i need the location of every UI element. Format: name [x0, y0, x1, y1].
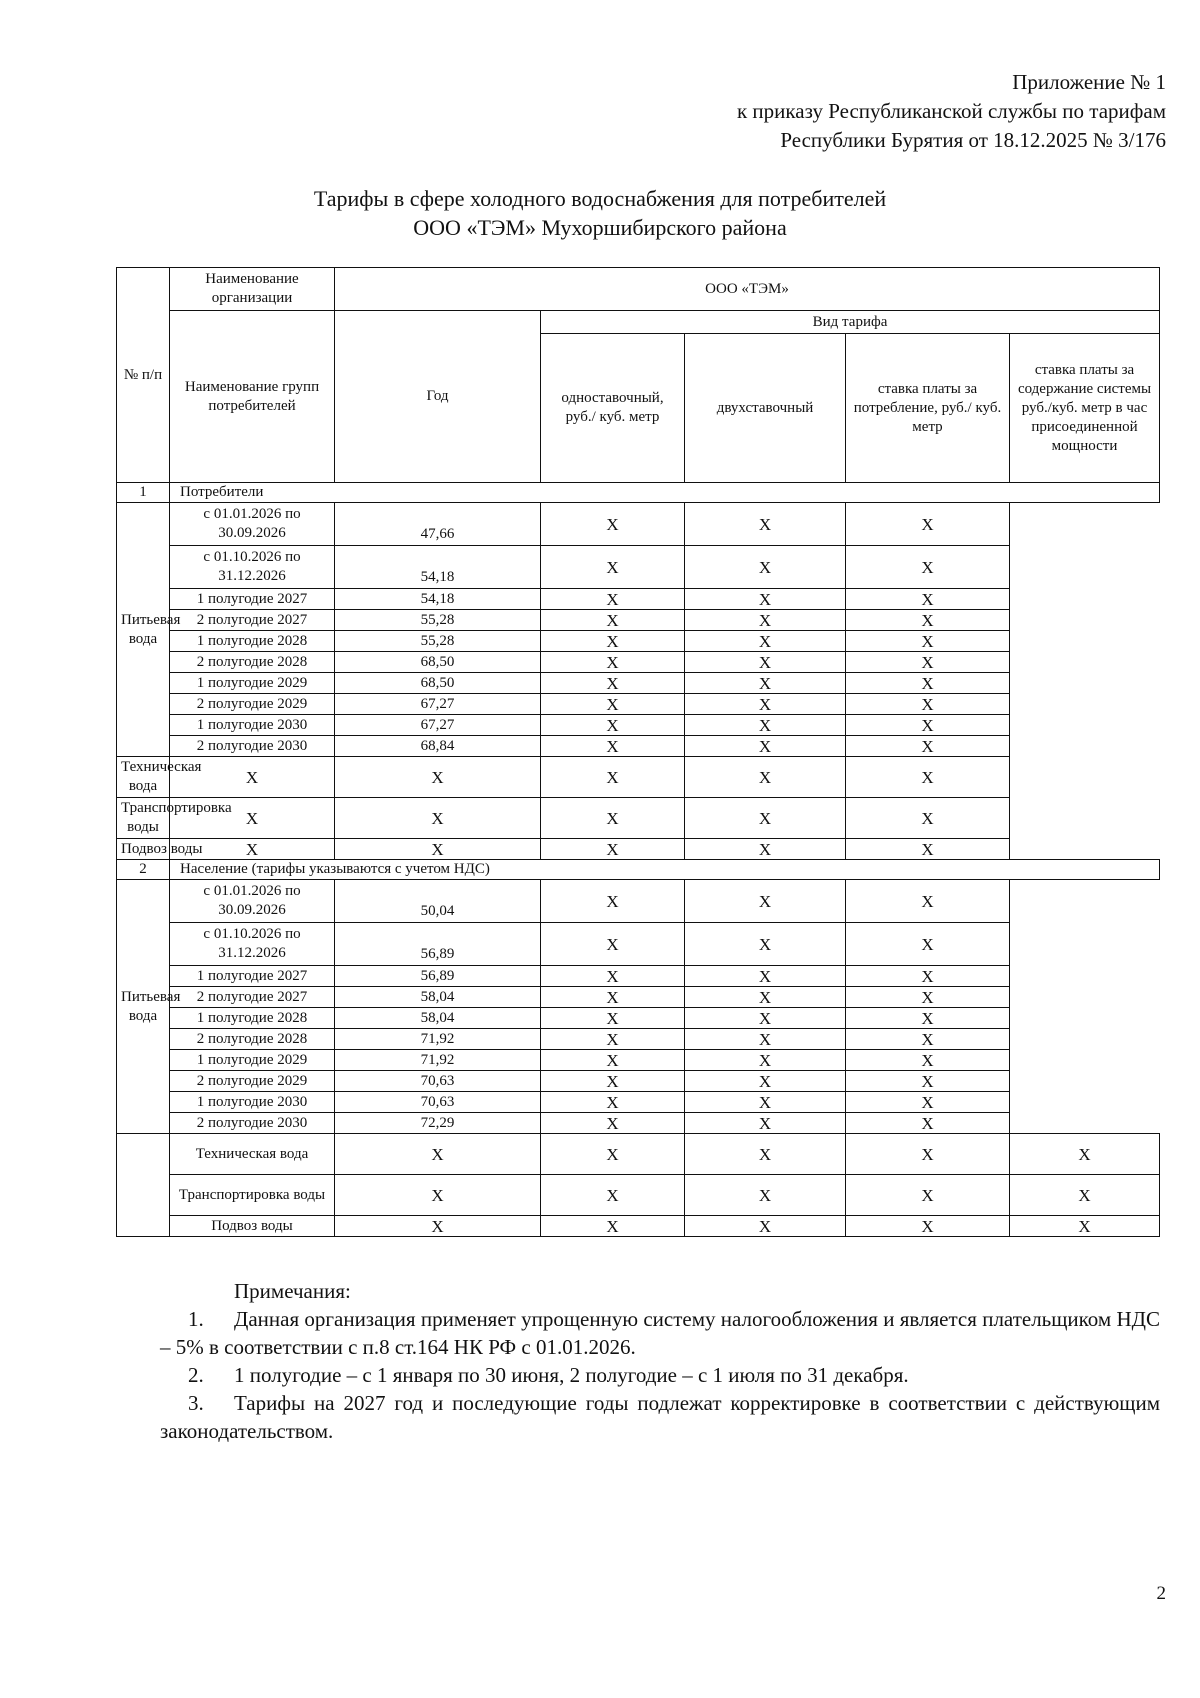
x-mark: X	[685, 589, 846, 610]
period-cell: 2 полугодие 2029	[170, 694, 335, 715]
x-mark: X	[541, 1008, 685, 1029]
water-transport-label: Транспортировка воды	[117, 798, 170, 839]
appendix-line-1: Приложение № 1	[1012, 70, 1166, 94]
note-number: 2.	[188, 1363, 204, 1387]
note-item	[160, 1389, 1160, 1445]
x-mark: X	[541, 589, 685, 610]
section-2-continuation	[117, 1134, 170, 1237]
x-mark: X	[541, 798, 685, 839]
period-cell: 2 полугодие 2027	[170, 610, 335, 631]
x-mark: X	[541, 1134, 685, 1175]
period-cell: 2 полугодие 2030	[170, 736, 335, 757]
x-mark: X	[685, 1071, 846, 1092]
x-mark: X	[846, 839, 1010, 860]
tariff-value-cell: 58,04	[335, 987, 541, 1008]
tariff-value-cell: 56,89	[335, 923, 541, 966]
x-mark: X	[846, 694, 1010, 715]
col-header-single: одноставочный, руб./ куб. метр	[541, 334, 685, 483]
x-mark: X	[846, 1113, 1010, 1134]
x-mark: X	[846, 880, 1010, 923]
x-mark: X	[685, 1050, 846, 1071]
tariff-value-cell: 50,04	[335, 880, 541, 923]
period-cell: 2 полугодие 2027	[170, 987, 335, 1008]
note-text: Данная организация применяет упрощенную систему налогообложения и является плательщиком НДС – 5% в соответствии с п.8 ст.164 НК РФ с 01.01.2026.	[160, 1307, 1160, 1359]
note-number: 3.	[188, 1391, 204, 1415]
x-mark: X	[685, 1216, 846, 1237]
org-label: Наименование организации	[170, 268, 335, 311]
tariff-value-cell: 67,27	[335, 715, 541, 736]
x-mark: X	[541, 1175, 685, 1216]
org-name: ООО «ТЭМ»	[335, 268, 1160, 311]
x-mark: X	[541, 880, 685, 923]
water-delivery-label: Подвоз воды	[117, 839, 170, 860]
period-cell: 1 полугодие 2030	[170, 715, 335, 736]
tariff-value-cell: 70,63	[335, 1071, 541, 1092]
tariff-value-cell: 54,18	[335, 589, 541, 610]
period-cell: с 01.10.2026 по 31.12.2026	[170, 546, 335, 589]
x-mark: X	[541, 1050, 685, 1071]
document-title	[0, 184, 1200, 242]
note-item	[160, 1361, 1160, 1389]
x-mark: X	[685, 1113, 846, 1134]
x-mark: X	[541, 757, 685, 798]
x-mark: X	[846, 1008, 1010, 1029]
x-mark: X	[685, 631, 846, 652]
x-mark: X	[541, 652, 685, 673]
period-cell: с 01.01.2026 по 30.09.2026	[170, 880, 335, 923]
col-header-consumption: ставка платы за потребление, руб./ куб. метр	[846, 334, 1010, 483]
period-cell: 1 полугодие 2028	[170, 631, 335, 652]
x-mark: X	[335, 1175, 541, 1216]
x-mark: X	[541, 673, 685, 694]
x-mark: X	[685, 652, 846, 673]
appendix-line-2: к приказу Республиканской службы по тарифам	[736, 99, 1166, 123]
tariff-value-cell: 67,27	[335, 694, 541, 715]
x-mark: X	[846, 546, 1010, 589]
tariff-value-cell: 72,29	[335, 1113, 541, 1134]
col-header-maintenance: ставка платы за содержание системы руб./куб. метр в час присоединенной мощности	[1010, 334, 1160, 483]
x-mark: X	[685, 736, 846, 757]
x-mark: X	[685, 610, 846, 631]
tariff-value-cell: 68,50	[335, 652, 541, 673]
x-mark: X	[685, 757, 846, 798]
x-mark: X	[846, 589, 1010, 610]
section-1-num: 1	[117, 483, 170, 503]
x-mark: X	[846, 1092, 1010, 1113]
tariff-value-cell: 55,28	[335, 610, 541, 631]
tariff-value-cell: 68,84	[335, 736, 541, 757]
period-cell: 1 полугодие 2027	[170, 589, 335, 610]
tariff-value-cell: 55,28	[335, 631, 541, 652]
x-mark: X	[541, 715, 685, 736]
tariff-value-cell: 71,92	[335, 1050, 541, 1071]
notes-heading: Примечания:	[234, 1279, 351, 1303]
section-2-num: 2	[117, 860, 170, 880]
x-mark: X	[170, 757, 335, 798]
x-mark: X	[541, 610, 685, 631]
x-mark: X	[685, 1175, 846, 1216]
x-mark: X	[1010, 1134, 1160, 1175]
title-line-1: Тарифы в сфере холодного водоснабжения для потребителей	[313, 186, 887, 211]
tariff-value-cell: 58,04	[335, 1008, 541, 1029]
x-mark: X	[846, 715, 1010, 736]
x-mark: X	[1010, 1175, 1160, 1216]
page-number: 2	[1156, 1583, 1166, 1604]
col-header-double: двухставочный	[685, 334, 846, 483]
x-mark: X	[541, 503, 685, 546]
section-2-title: Население (тарифы указываются с учетом НДС)	[170, 860, 1160, 880]
x-mark: X	[685, 673, 846, 694]
x-mark: X	[846, 966, 1010, 987]
x-mark: X	[846, 1134, 1010, 1175]
tariff-value-cell: 47,66	[335, 503, 541, 546]
period-cell: 2 полугодие 2028	[170, 1029, 335, 1050]
x-mark: X	[846, 1175, 1010, 1216]
x-mark: X	[541, 1071, 685, 1092]
notes-block	[160, 1277, 1160, 1445]
note-text: 1 полугодие – с 1 января по 30 июня, 2 полугодие – с 1 июля по 31 декабря.	[234, 1363, 909, 1387]
x-mark: X	[170, 839, 335, 860]
x-mark: X	[685, 923, 846, 966]
drinking-water-label: Питьевая вода	[117, 880, 170, 1134]
col-header-num: № п/п	[117, 268, 170, 483]
year-label: Год	[335, 311, 541, 483]
x-mark: X	[685, 694, 846, 715]
tariff-value-cell: 54,18	[335, 546, 541, 589]
x-mark: X	[541, 1113, 685, 1134]
period-cell: 1 полугодие 2030	[170, 1092, 335, 1113]
x-mark: X	[846, 736, 1010, 757]
x-mark: X	[846, 503, 1010, 546]
x-mark: X	[846, 798, 1010, 839]
x-mark: X	[846, 757, 1010, 798]
x-mark: X	[335, 798, 541, 839]
x-mark: X	[685, 1008, 846, 1029]
x-mark: X	[541, 987, 685, 1008]
x-mark: X	[1010, 1216, 1160, 1237]
x-mark: X	[335, 1134, 541, 1175]
x-mark: X	[846, 923, 1010, 966]
drinking-water-label: Питьевая вода	[117, 503, 170, 757]
x-mark: X	[541, 1092, 685, 1113]
x-mark: X	[685, 798, 846, 839]
x-mark: X	[846, 1050, 1010, 1071]
appendix-line-3: Республики Бурятия от 18.12.2025 № 3/176	[780, 128, 1166, 152]
x-mark: X	[541, 736, 685, 757]
technical-water-label: Техническая вода	[170, 1134, 335, 1175]
period-cell: 1 полугодие 2029	[170, 1050, 335, 1071]
period-cell: 1 полугодие 2027	[170, 966, 335, 987]
x-mark: X	[685, 546, 846, 589]
x-mark: X	[335, 839, 541, 860]
x-mark: X	[685, 966, 846, 987]
period-cell: с 01.10.2026 по 31.12.2026	[170, 923, 335, 966]
x-mark: X	[685, 1092, 846, 1113]
x-mark: X	[685, 715, 846, 736]
appendix-header	[737, 68, 1166, 155]
x-mark: X	[846, 1216, 1010, 1237]
x-mark: X	[846, 1029, 1010, 1050]
x-mark: X	[685, 503, 846, 546]
water-delivery-label: Подвоз воды	[170, 1216, 335, 1237]
x-mark: X	[846, 631, 1010, 652]
x-mark: X	[846, 673, 1010, 694]
period-cell: 2 полугодие 2029	[170, 1071, 335, 1092]
x-mark: X	[685, 880, 846, 923]
x-mark: X	[846, 652, 1010, 673]
x-mark: X	[541, 1029, 685, 1050]
period-cell: 1 полугодие 2029	[170, 673, 335, 694]
period-cell: 1 полугодие 2028	[170, 1008, 335, 1029]
x-mark: X	[685, 1029, 846, 1050]
note-item	[160, 1305, 1160, 1361]
x-mark: X	[541, 631, 685, 652]
water-transport-label: Транспортировка воды	[170, 1175, 335, 1216]
x-mark: X	[335, 757, 541, 798]
x-mark: X	[541, 923, 685, 966]
period-cell: с 01.01.2026 по 30.09.2026	[170, 503, 335, 546]
x-mark: X	[846, 1071, 1010, 1092]
x-mark: X	[541, 966, 685, 987]
tariff-value-cell: 71,92	[335, 1029, 541, 1050]
tariff-value-cell: 68,50	[335, 673, 541, 694]
x-mark: X	[541, 546, 685, 589]
tariff-type-label: Вид тарифа	[541, 311, 1160, 334]
period-cell: 2 полугодие 2030	[170, 1113, 335, 1134]
x-mark: X	[846, 610, 1010, 631]
period-cell: 2 полугодие 2028	[170, 652, 335, 673]
x-mark: X	[685, 987, 846, 1008]
note-number: 1.	[188, 1307, 204, 1331]
technical-water-label: Техническая вода	[117, 757, 170, 798]
title-line-2: ООО «ТЭМ» Мухоршибирского района	[413, 215, 787, 240]
x-mark: X	[335, 1216, 541, 1237]
x-mark: X	[846, 987, 1010, 1008]
x-mark: X	[685, 839, 846, 860]
tariff-value-cell: 70,63	[335, 1092, 541, 1113]
tariff-value-cell: 56,89	[335, 966, 541, 987]
group-label: Наименование групп потребителей	[170, 311, 335, 483]
x-mark: X	[541, 839, 685, 860]
tariff-table	[116, 267, 1160, 1237]
x-mark: X	[685, 1134, 846, 1175]
x-mark: X	[541, 694, 685, 715]
section-1-title: Потребители	[170, 483, 1160, 503]
x-mark: X	[170, 798, 335, 839]
note-text: Тарифы на 2027 год и последующие годы подлежат корректировке в соответствии с действующим законодательством.	[160, 1391, 1160, 1443]
x-mark: X	[541, 1216, 685, 1237]
